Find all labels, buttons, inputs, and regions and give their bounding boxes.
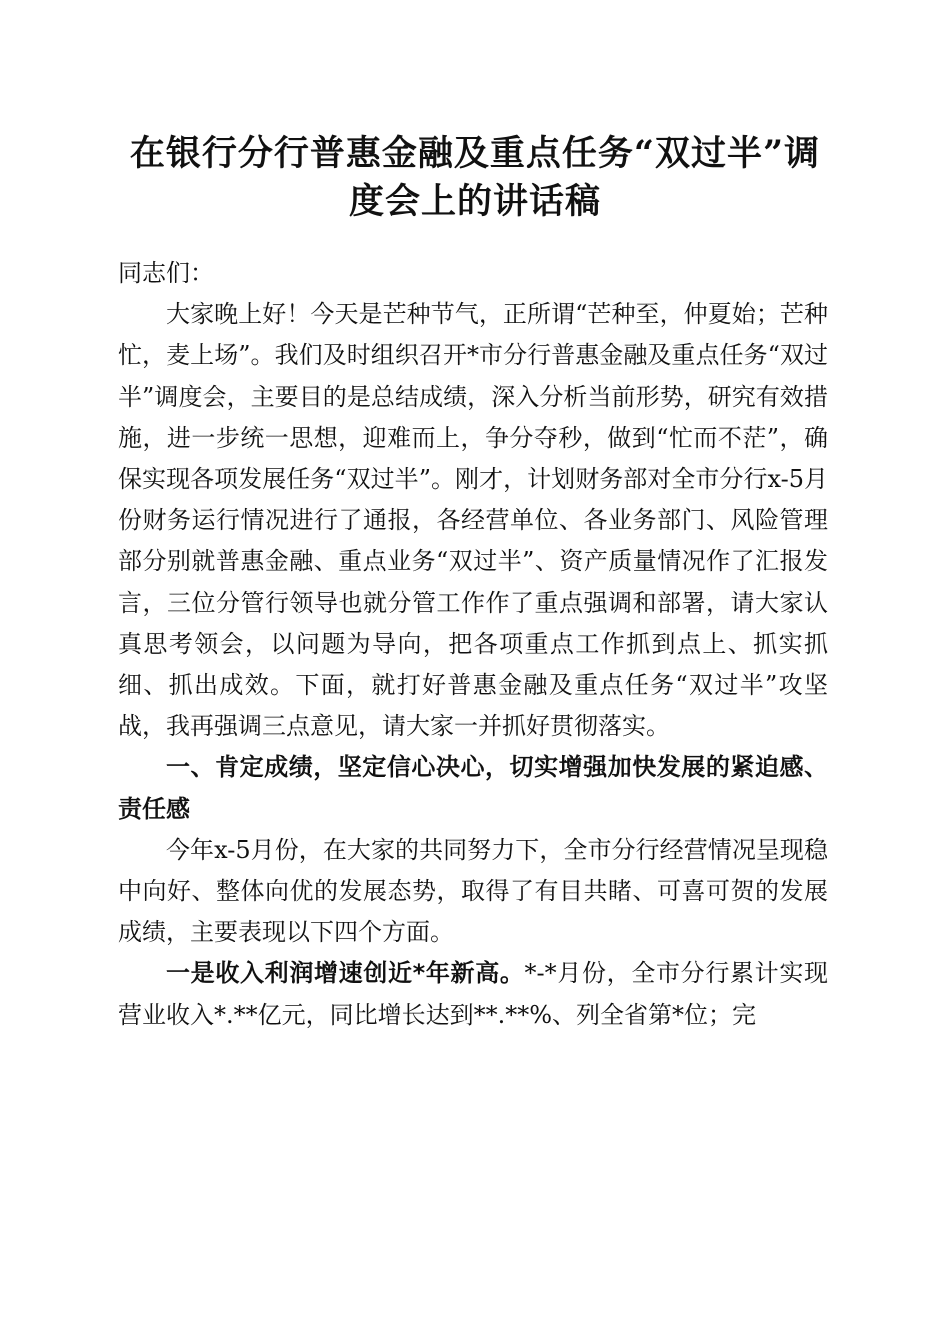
paragraph-opening: 大家晚上好！今天是芒种节气，正所谓“芒种至，仲夏始；芒种忙，麦上场”。我们及时组织召开*市分行普惠金融及重点任务“双过半”调度会，主要目的是总结成绩，深入分析当前形势，研究有效措施，进一步统一思想，迎难而上，争分夺秒，做到“忙而不茫”，确保实现各项发展任务“双过半”。刚才，计划财务部对全市分行x-5月份财务运行情况进行了通报，各经营单位、各业务部门、风险管理部分别就普惠金融、重点业务“双过半”、资产质量情况作了汇报发言，三位分管行领导也就分管工作作了重点强调和部署，请大家认真思考领会，以问题为导向，把各项重点工作抓到点上、抓实抓细、抓出成效。下面，就打好普惠金融及重点任务“双过半”攻坚战，我再强调三点意见，请大家一并抓好贯彻落实。 <box>118 300 828 741</box>
title-line-1: 在银行分行普惠金融及重点任务“双过半”调 <box>129 133 821 174</box>
title-line-2: 度会上的讲话稿 <box>348 181 601 222</box>
paragraph-point-1 <box>118 953 828 1035</box>
section-heading-1: 一、肯定成绩，坚定信心决心，切实增强加快发展的紧迫感、责任感 <box>118 753 828 823</box>
document-title <box>100 130 850 226</box>
paragraph-achievements-intro: 今年x-5月份，在大家的共同努力下，全市分行经营情况呈现稳中向好、整体向优的发展态势，取得了有目共睹、可喜可贺的发展成绩，主要表现以下四个方面。 <box>118 835 828 947</box>
point-1-text: *-*月份，全市分行累计实现营业收入*.**亿元，同比增长达到**.**%、列全省第*位；完 <box>118 959 828 1029</box>
point-1-lead: 一是收入利润增速创近*年新高。 <box>166 959 525 988</box>
salutation: 同志们： <box>118 259 214 287</box>
document-body <box>118 253 828 1036</box>
